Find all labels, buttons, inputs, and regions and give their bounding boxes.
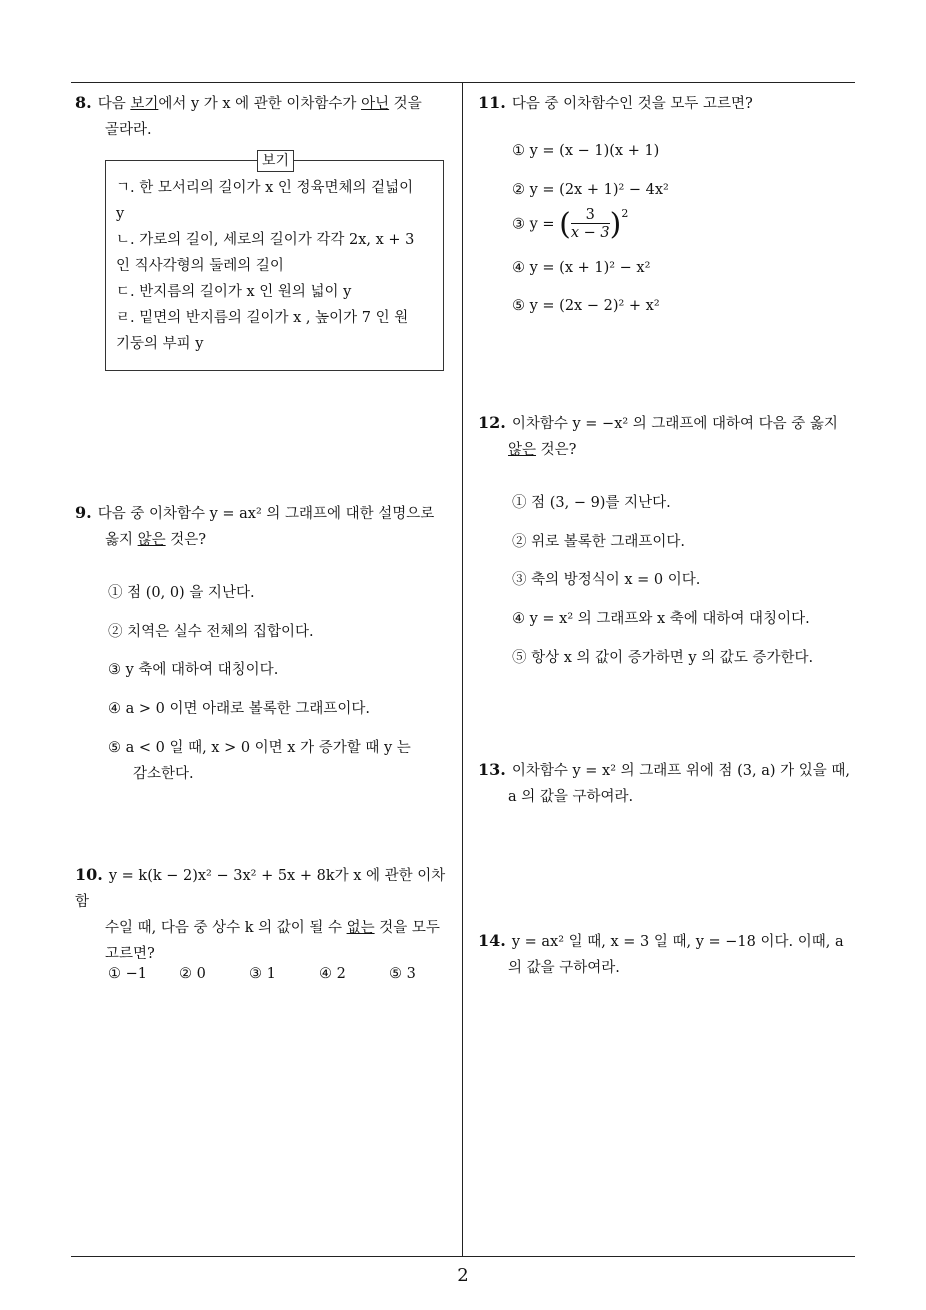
q11-option-4: ④ y = (x + 1)² − x² [512, 260, 651, 276]
box-line: ㄴ. 가로의 길이, 세로의 길이가 각각 2x, x + 3 [116, 232, 415, 248]
q12-option-2: ② 위로 볼록한 그래프이다. [512, 534, 686, 550]
q9-option-3: ③ y 축에 대하여 대칭이다. [108, 662, 279, 678]
box-line: ㄱ. 한 모서리의 길이가 x 인 정육면체의 겉넓이 [116, 180, 414, 196]
question-text: 이차함수 y = −x² 의 그래프에 대하여 다음 중 옳지 [511, 416, 838, 432]
question-11 [478, 90, 858, 117]
question-text: 다음 중 이차함수 y = ax² 의 그래프에 대한 설명으로 [97, 506, 435, 522]
question-number: 11. [478, 93, 506, 112]
question-text: 이차함수 y = x² 의 그래프 위에 점 (3, a) 가 있을 때, [511, 763, 850, 779]
question-10 [75, 862, 459, 967]
box-line: 인 직사각형의 둘레의 길이 [116, 258, 284, 274]
question-9 [75, 500, 459, 553]
question-number: 13. [478, 760, 506, 779]
box-line: 기둥의 부피 y [116, 336, 204, 352]
q11-option-5: ⑤ y = (2x − 2)² + x² [512, 298, 660, 314]
q9-option-5-cont: 감소한다. [133, 766, 194, 782]
q9-option-2: ② 치역은 실수 전체의 집합이다. [108, 624, 314, 640]
question-14 [478, 928, 863, 981]
question-text-cont: 않은 것은? [508, 442, 577, 458]
question-text-cont: a 의 값을 구하여라. [508, 789, 634, 805]
q10-option-5: ⑤ 3 [389, 966, 416, 982]
q9-option-4: ④ a > 0 이면 아래로 볼록한 그래프이다. [108, 701, 370, 717]
q12-option-3: ③ 축의 방정식이 x = 0 이다. [512, 572, 701, 588]
question-8 [75, 90, 459, 143]
q10-option-2: ② 0 [179, 966, 206, 982]
question-13 [478, 757, 863, 810]
q10-option-4: ④ 2 [319, 966, 346, 982]
question-text-cont: 옳지 않은 것은? [105, 532, 207, 548]
bottom-rule [71, 1256, 855, 1257]
question-number: 14. [478, 931, 506, 950]
box-line: y [116, 206, 125, 222]
q10-option-1: ① −1 [108, 966, 147, 982]
example-box [105, 153, 444, 371]
box-line: ㄷ. 반지름의 길이가 x 인 원의 넓이 y [116, 284, 352, 300]
question-text-cont: 고르면? [105, 946, 155, 962]
question-text-cont: 수일 때, 다음 중 상수 k 의 값이 될 수 없는 것을 모두 [105, 920, 440, 936]
question-text-cont: 의 값을 구하여라. [508, 960, 620, 976]
question-text: y = k(k − 2)x² − 3x² + 5x + 8k가 x 에 관한 이차함 [75, 868, 446, 910]
question-text: 다음 보기에서 y 가 x 에 관한 이차함수가 아닌 것을 [97, 96, 422, 112]
q12-option-1: ① 점 (3, − 9)를 지난다. [512, 495, 671, 511]
question-number: 10. [75, 865, 103, 884]
question-text: 다음 중 이차함수인 것을 모두 고르면? [511, 96, 753, 112]
column-divider [462, 82, 463, 1256]
q11-option-2: ② y = (2x + 1)² − 4x² [512, 182, 669, 198]
q9-option-5: ⑤ a < 0 일 때, x > 0 이면 x 가 증가할 때 y 는 [108, 740, 411, 756]
question-12 [478, 410, 863, 463]
question-text: y = ax² 일 때, x = 3 일 때, y = −18 이다. 이때, a [511, 934, 844, 950]
q12-option-4: ④ y = x² 의 그래프와 x 축에 대하여 대칭이다. [512, 611, 810, 627]
example-box-body [116, 175, 435, 357]
question-number: 12. [478, 413, 506, 432]
q12-option-5: ⑤ 항상 x 의 값이 증가하면 y 의 값도 증가한다. [512, 650, 814, 666]
q9-option-1: ① 점 (0, 0) 을 지난다. [108, 585, 255, 601]
page-number: 2 [457, 1265, 469, 1286]
question-text-cont: 골라라. [105, 122, 152, 138]
box-line: ㄹ. 밑면의 반지름의 길이가 x , 높이가 7 인 원 [116, 310, 409, 326]
q11-option-3: ③ y = ( $\frac{3}{x - 3}$ )$^2$ [512, 207, 629, 242]
q11-option-1: ① y = (x − 1)(x + 1) [512, 143, 660, 159]
example-box-title: 보기 [257, 150, 294, 172]
top-rule [71, 82, 855, 83]
question-number: 8. [75, 93, 92, 112]
q10-option-3: ③ 1 [249, 966, 276, 982]
question-number: 9. [75, 503, 92, 522]
